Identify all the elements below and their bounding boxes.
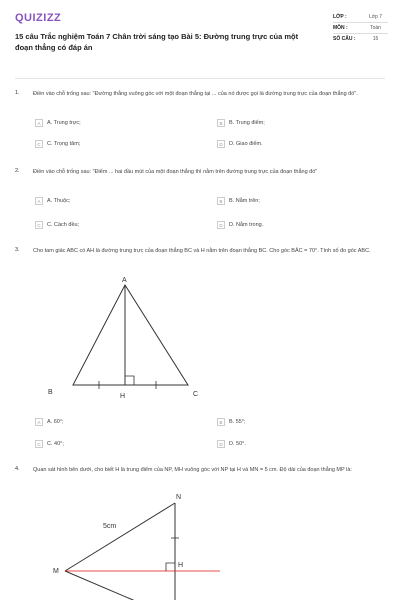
q3-option-c[interactable] (35, 440, 64, 448)
segment-mn (65, 503, 175, 571)
meta-count-label: SỐ CÂU : (333, 36, 356, 42)
option-letter-box: C (35, 140, 43, 148)
option-text: B. Nằm trên; (229, 198, 260, 204)
vertex-label-n: N (176, 494, 182, 501)
vertex-label-m: M (53, 568, 59, 575)
question-text: Điền vào chỗ trống sau: "Điểm ... hai đầu mút của một đoạn thẳng thì nằm trên đường trung trực của đoạn thẳng đó" (33, 169, 318, 175)
option-text: D. 50°. (229, 441, 246, 447)
option-text: D. Giao điểm. (229, 141, 263, 147)
option-letter-box: C (35, 221, 43, 229)
option-text: C. Trọng tâm; (47, 141, 81, 147)
right-angle-mark (166, 563, 175, 571)
triangle-mnp-figure (40, 488, 240, 600)
header-divider (15, 78, 385, 79)
option-text: A. 60°; (47, 419, 64, 425)
triangle-abc (73, 285, 188, 385)
point-label-h: H (178, 562, 184, 569)
meta-count-row (333, 36, 388, 42)
meta-class-value: Lớp 7 (368, 14, 382, 20)
meta-subject-value: Toán (370, 25, 381, 31)
option-letter-box: B (217, 119, 225, 127)
question-number: 4. (15, 466, 20, 472)
q2-option-c[interactable] (35, 221, 79, 229)
q2-option-a[interactable] (35, 197, 70, 205)
meta-subject-row (333, 25, 388, 31)
q1-option-a[interactable] (35, 119, 81, 127)
question-number: 2. (15, 168, 20, 174)
option-letter-box: B (217, 418, 225, 426)
meta-divider (333, 33, 388, 34)
option-letter-box: C (35, 440, 43, 448)
question-number: 3. (15, 247, 20, 253)
length-label-mn: 5cm (103, 523, 117, 530)
q3-option-a[interactable] (35, 418, 64, 426)
question-text: Quan sát hình bên dưới, cho biết H là trung điểm của NP, MH vuông góc với NP tại H và MN = 5 cm. Độ dài của đoạn thẳng MP là: (33, 467, 352, 473)
q3-option-b[interactable] (217, 418, 246, 426)
option-letter-box: D (217, 440, 225, 448)
vertex-label-a: A (122, 277, 127, 284)
meta-class-label: LỚP : (333, 14, 347, 20)
meta-class-row (333, 14, 388, 20)
option-text: A. Trung trực; (47, 120, 81, 126)
q1-option-b[interactable] (217, 119, 265, 127)
q1-option-c[interactable] (35, 140, 80, 148)
right-angle-mark (125, 376, 134, 385)
q1-option-d[interactable] (217, 140, 263, 148)
vertex-label-b: B (48, 389, 53, 396)
quizizz-logo: QUIZIZZ (15, 12, 62, 24)
option-text: D. Nằm trong. (229, 222, 264, 228)
option-text: A. Thuộc; (47, 198, 71, 204)
option-text: C. Cách đều; (47, 222, 80, 228)
question-text: Cho tam giác ABC có AH là đường trung trực của đoạn thẳng BC và H nằm trên đoạn thẳng BC. Cho góc BÂC = 70°. Tính số đo góc ABC. (33, 248, 371, 254)
option-letter-box: D (217, 140, 225, 148)
q2-option-b[interactable] (217, 197, 260, 205)
option-letter-box: A (35, 197, 43, 205)
option-text: B. 55°; (229, 419, 246, 425)
page-title: 15 câu Trắc nghiệm Toán 7 Chân trời sáng tạo Bài 5: Đường trung trực của một đoạn thẳng có đáp án (15, 32, 299, 52)
vertex-label-c: C (193, 391, 199, 398)
q2-option-d[interactable] (217, 221, 263, 229)
option-text: B. Trung điểm; (229, 120, 265, 126)
meta-subject-label: MÔN : (333, 25, 348, 31)
meta-divider (333, 22, 388, 23)
triangle-abc-figure (40, 272, 220, 402)
option-text: C. 40°; (47, 441, 64, 447)
segment-mp (65, 571, 140, 600)
option-letter-box: B (217, 197, 225, 205)
q3-option-d[interactable] (217, 440, 246, 448)
option-letter-box: D (217, 221, 225, 229)
option-letter-box: A (35, 119, 43, 127)
question-number: 1. (15, 90, 20, 96)
question-text: Điền vào chỗ trống sau: "Đường thẳng vuông góc với một đoạn thẳng tại ... của nó được gọi là đường trung trực của đoạn thẳng đó". (33, 91, 358, 97)
option-letter-box: A (35, 418, 43, 426)
meta-count-value: 15 (372, 36, 379, 42)
meta-panel (333, 14, 388, 42)
point-label-h: H (120, 393, 126, 400)
